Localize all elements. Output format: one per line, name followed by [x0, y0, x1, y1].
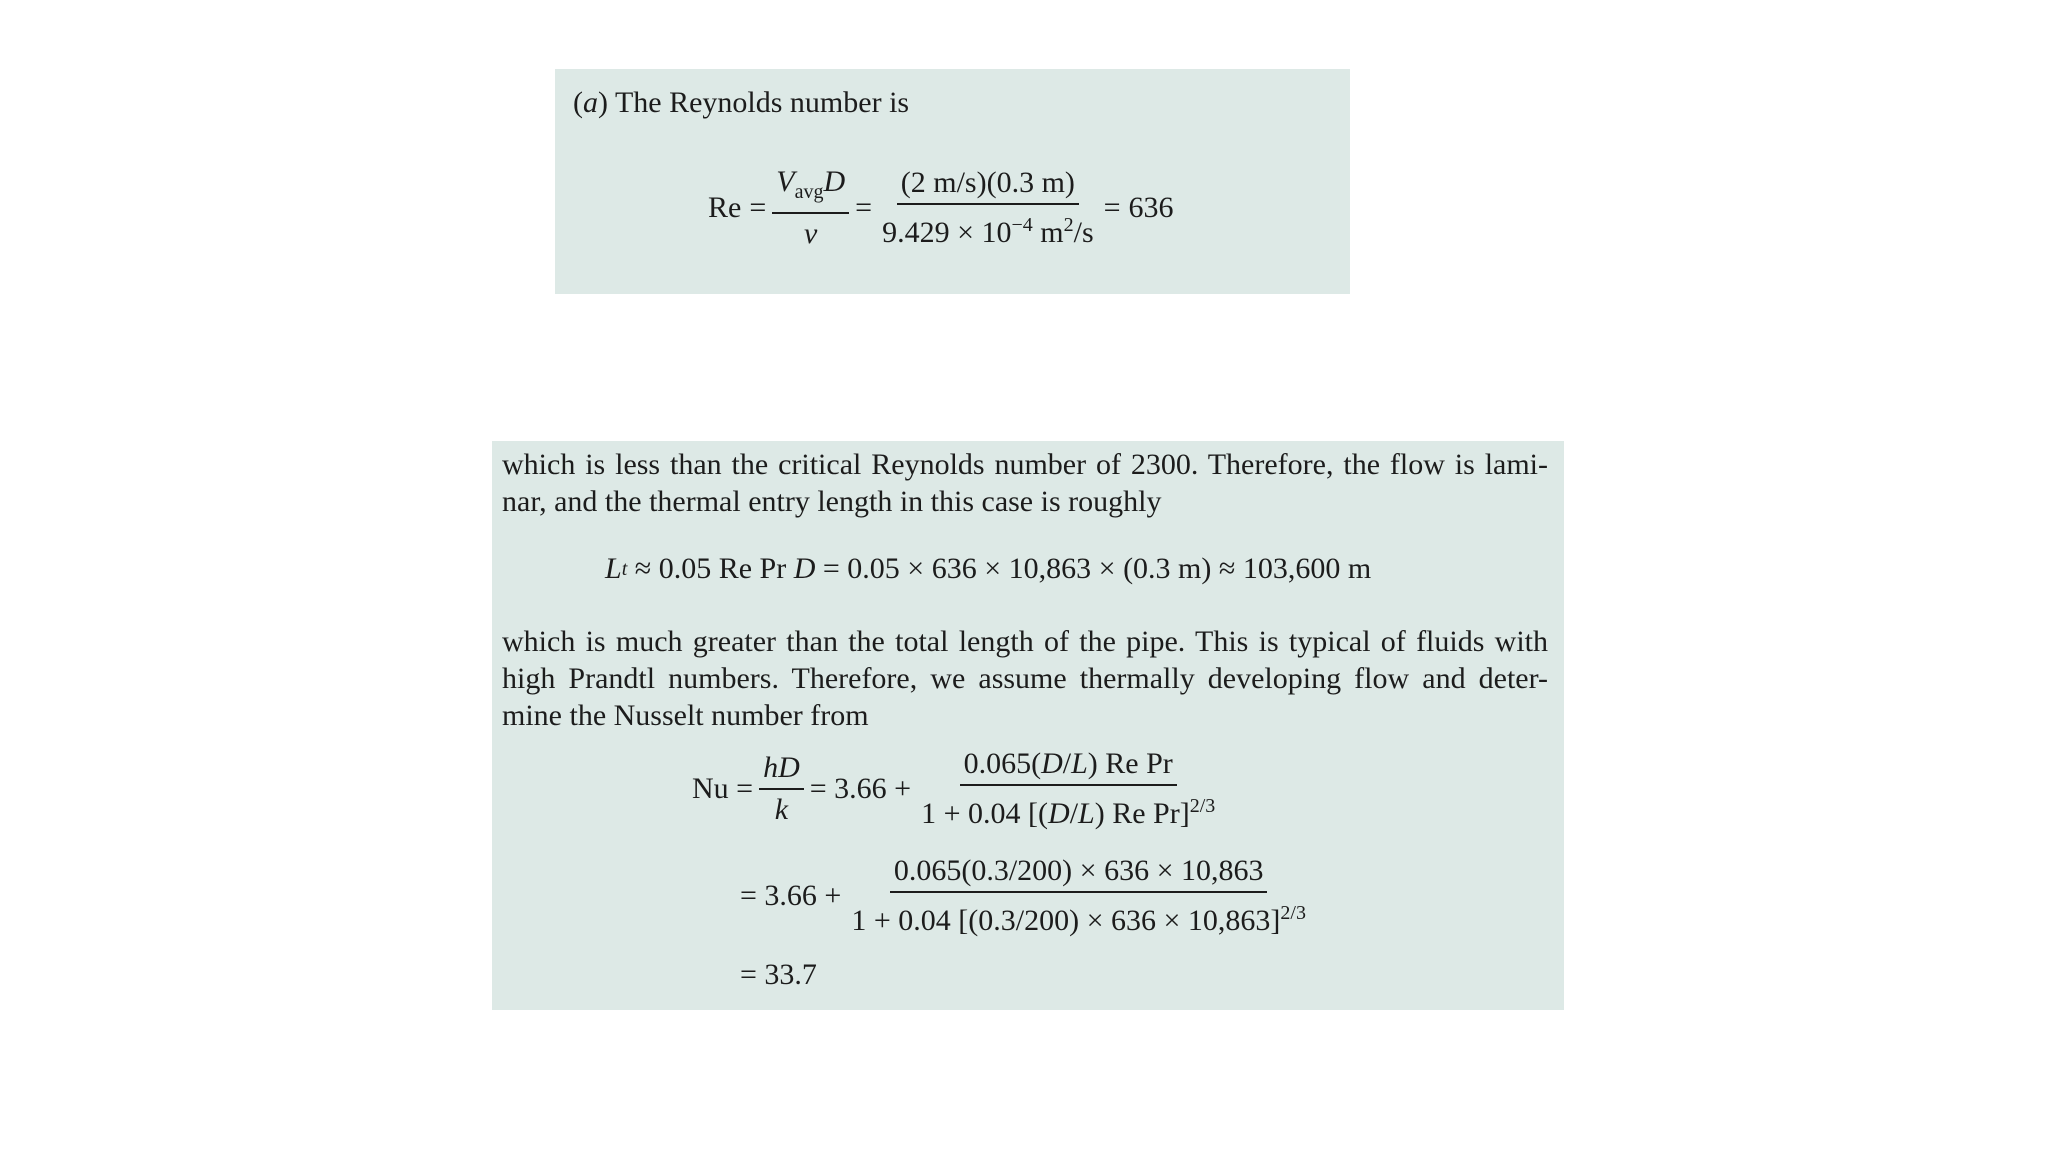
intro-text: The Reynolds number is [614, 86, 910, 119]
reynolds-panel [555, 69, 1350, 294]
hD-over-k-fraction: $\frac{hD}{k}$ [759, 751, 804, 827]
reynolds-equation: Re = $\frac{V_{avg}D}{\nu}$ = $\frac{(2 m/s)(0.3 m)}{9.429 \times 10^{-4} m^2/s}$ = 636 [708, 165, 1174, 250]
re-result: 636 [1128, 191, 1174, 224]
nusselt-panel [492, 441, 1564, 1010]
re-definition-fraction: $\frac{V_{avg}D}{\nu}$ [772, 165, 849, 251]
re-numeric-fraction: $\frac{(2 m/s)(0.3 m)}{9.429 \times 10^{-4} m^2/s}$ [882, 166, 1094, 249]
paragraph-2: which is much greater than the total length of the pipe. This is typical of fluids with high Prandtl numbers. Therefore, we assume thermally developing flow and deter- mine the Nusselt number from [502, 625, 1548, 732]
substituted-fraction: $\frac{0.065(0.3/200) \times 636 \times 10,863}{1 + 0.04 [(0.3/200) \times 636 \times 10,863]^{2/3}}$ [851, 854, 1306, 937]
nusselt-result: = 33.7 [740, 958, 817, 991]
nusselt-equation: Nu = $\frac{hD}{k}$ = 3.66 + $\frac{\text{0.065(D/L) Re Pr}}{1 + 0.04 [(D/L) Re Pr]^{2/3}}$ [692, 747, 1225, 831]
paragraph-1: which is less than the critical Reynolds number of 2300. Therefore, the flow is lami- nar, and the thermal entry length in this case is roughly [502, 448, 1548, 518]
nusselt-substitution: = 3.66 + $\frac{0.065(0.3/200) \times 636 \times 10,863}{1 + 0.04 [(0.3/200) \times 636 \times 10,863]^{2/3}}$ [740, 854, 1316, 938]
nusselt-correlation-fraction: $\frac{\text{0.065(D/L) Re Pr}}{1 + 0.04 [(D/L) Re Pr]^{2/3}}$ [921, 747, 1216, 830]
part-a-intro: (a) The Reynolds number is [573, 86, 910, 119]
part-label: a [583, 86, 598, 119]
entry-length-equation: L t ≈ 0.05 Re Pr D = 0.05 × 636 × 10,863 × (0.3 m) ≈ 103,600 m [605, 552, 1372, 585]
re-symbol: Re [708, 191, 742, 224]
